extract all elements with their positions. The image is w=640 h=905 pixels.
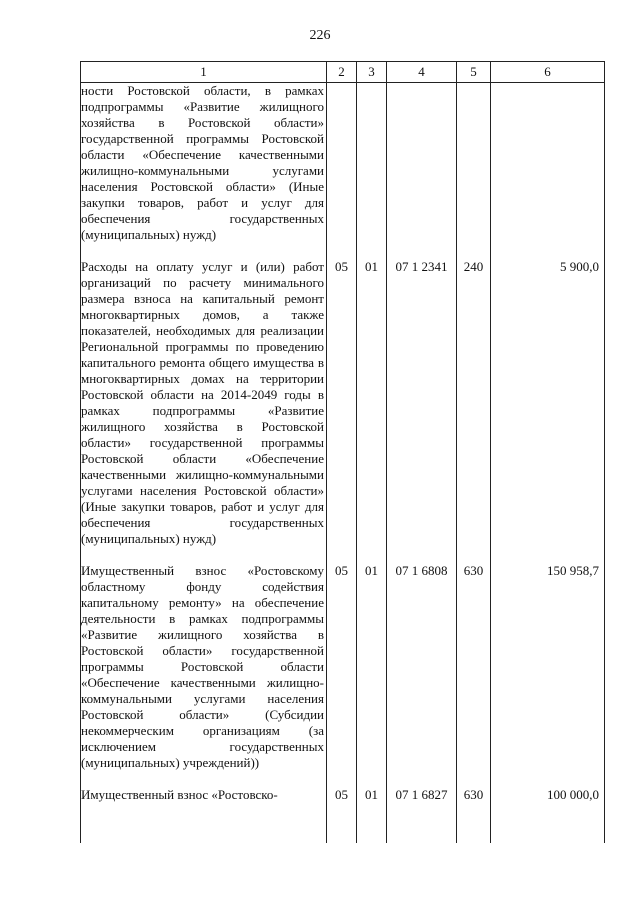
table-row (81, 563, 605, 787)
row-subsection-code: 01 (357, 787, 387, 843)
row-amount: 5 900,0 (491, 259, 605, 563)
header-cell-6: 6 (491, 62, 605, 83)
header-cell-5: 5 (457, 62, 491, 83)
row-amount (491, 83, 605, 260)
row-description: ности Ростовской области, в рамках подпрограммы «Развитие жилищного хозяйства в Ростовской области» государственной программы Ростовской области «Обеспечение качественными жилищно-коммунальными услугами населения Ростовской области» (Иные закупки товаров, работ и услуг для обеспечения государственных (муниципальных) нужд) (81, 83, 327, 260)
row-amount: 150 958,7 (491, 563, 605, 787)
row-expense-type: 240 (457, 259, 491, 563)
row-section-code: 05 (327, 259, 357, 563)
header-row (81, 62, 605, 83)
row-subsection-code: 01 (357, 259, 387, 563)
table-row (81, 787, 605, 843)
row-target-code: 07 1 2341 (387, 259, 457, 563)
budget-table (80, 61, 605, 843)
row-description: Имущественный взнос «Ростовско- (81, 787, 327, 843)
table-row (81, 83, 605, 260)
row-target-code: 07 1 6827 (387, 787, 457, 843)
header-cell-4: 4 (387, 62, 457, 83)
row-description: Расходы на оплату услуг и (или) работ организаций по расчету минимального размера взноса на капитальный ремонт многоквартирных домов, а также показателей, необходимых для реализации Региональной программы по проведению капитального ремонта общего имущества в многоквартирных домах на территории Ростовской области на 2014-2049 годы в рамках подпрограммы «Развитие жилищного хозяйства в Ростовской области» государственной программы Ростовской области «Обеспечение качественными жилищно-коммунальными услугами населения Ростовской области» (Иные закупки товаров, работ и услуг для обеспечения государственных (муниципальных) нужд) (81, 259, 327, 563)
row-description: Имущественный взнос «Ростовскому областному фонду содействия капитальному ремонту» на обеспечение деятельности в рамках подпрограммы «Развитие жилищного хозяйства в Ростовской области» государственной программы Ростовской области «Обеспечение качественными жилищно-коммунальными услугами населения Ростовской области» (Субсидии некоммерческим организациям (за исключением государственных (муниципальных) учреждений)) (81, 563, 327, 787)
row-target-code: 07 1 6808 (387, 563, 457, 787)
row-section-code (327, 83, 357, 260)
header-cell-3: 3 (357, 62, 387, 83)
row-expense-type: 630 (457, 787, 491, 843)
page-number: 226 (309, 28, 331, 43)
row-subsection-code: 01 (357, 563, 387, 787)
row-target-code (387, 83, 457, 260)
table-row (81, 259, 605, 563)
row-expense-type (457, 83, 491, 260)
header-cell-2: 2 (327, 62, 357, 83)
row-amount: 100 000,0 (491, 787, 605, 843)
header-cell-1: 1 (81, 62, 327, 83)
row-subsection-code (357, 83, 387, 260)
row-expense-type: 630 (457, 563, 491, 787)
row-section-code: 05 (327, 563, 357, 787)
row-section-code: 05 (327, 787, 357, 843)
